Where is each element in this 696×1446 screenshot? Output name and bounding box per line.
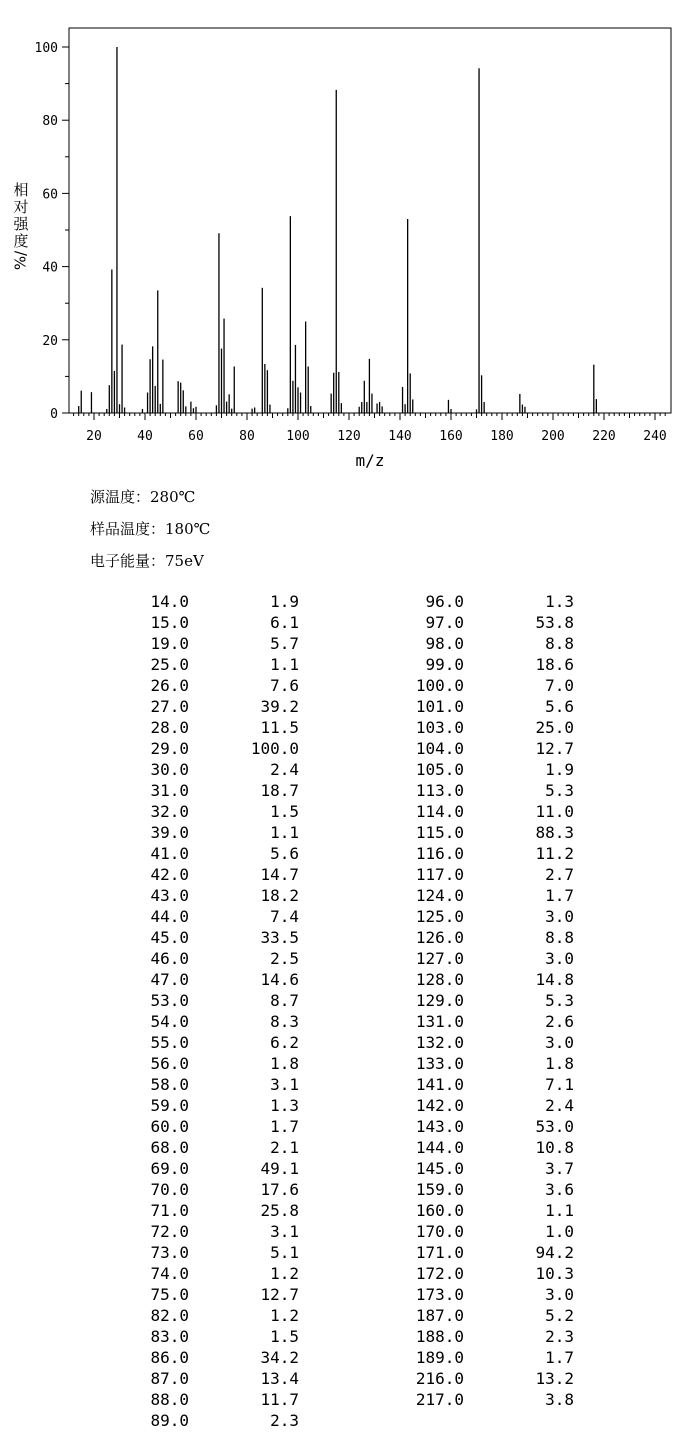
x-tick-label: 160 <box>439 429 463 444</box>
peak-mz: 27.0 <box>150 697 189 716</box>
peak-intensity: 8.8 <box>545 634 574 653</box>
peak-mz: 55.0 <box>150 1033 189 1052</box>
peak-mz: 144.0 <box>415 1138 464 1157</box>
sample-temperature: 样品温度：180℃ <box>90 520 211 538</box>
y-axis-label-char: 度 <box>13 232 29 250</box>
peak-mz: 41.0 <box>150 844 189 863</box>
peak-row <box>0 1158 696 1179</box>
peak-row <box>0 1221 696 1242</box>
peak-intensity: 3.6 <box>545 1180 574 1199</box>
peak-mz: 114.0 <box>415 802 464 821</box>
y-axis-label <box>10 182 32 269</box>
y-tick-label: 20 <box>42 333 58 349</box>
peak-mz: 83.0 <box>150 1327 189 1346</box>
peak-mz: 32.0 <box>150 802 189 821</box>
peak-intensity: 2.3 <box>545 1327 574 1346</box>
peak-row <box>0 1326 696 1347</box>
y-axis-unit: %/ <box>11 250 30 271</box>
peak-intensity: 1.9 <box>270 592 299 611</box>
peak-mz: 82.0 <box>150 1306 189 1325</box>
y-tick-label: 0 <box>50 407 58 422</box>
peak-intensity: 7.4 <box>270 907 299 926</box>
peak-intensity: 100.0 <box>250 739 299 758</box>
peak-mz: 56.0 <box>150 1054 189 1073</box>
peak-intensity: 3.1 <box>270 1075 299 1094</box>
peak-intensity: 14.6 <box>260 970 299 989</box>
electron-energy: 电子能量：75eV <box>90 552 204 570</box>
peak-row <box>0 759 696 780</box>
peak-mz: 14.0 <box>150 592 189 611</box>
y-tick-label: 80 <box>42 114 58 130</box>
peak-intensity: 3.8 <box>545 1390 574 1409</box>
peak-intensity: 88.3 <box>535 823 574 842</box>
peak-intensity: 1.7 <box>545 886 574 905</box>
peak-mz: 131.0 <box>415 1012 464 1031</box>
peak-intensity: 53.8 <box>535 613 574 632</box>
peak-mz: 189.0 <box>415 1348 464 1367</box>
peak-row <box>0 864 696 885</box>
peak-mz: 125.0 <box>415 907 464 926</box>
peak-mz: 127.0 <box>415 949 464 968</box>
peak-intensity: 1.9 <box>545 760 574 779</box>
peak-row <box>0 1032 696 1053</box>
peak-intensity: 1.3 <box>545 592 574 611</box>
peak-intensity: 6.2 <box>270 1033 299 1052</box>
peak-mz: 39.0 <box>150 823 189 842</box>
peak-mz: 128.0 <box>415 970 464 989</box>
peak-intensity: 2.3 <box>270 1411 299 1430</box>
peak-mz: 100.0 <box>415 676 464 695</box>
peak-intensity: 1.3 <box>270 1096 299 1115</box>
peak-row <box>0 1053 696 1074</box>
peak-mz: 96.0 <box>425 592 464 611</box>
peak-row <box>0 1137 696 1158</box>
peak-mz: 104.0 <box>415 739 464 758</box>
plot-frame <box>69 28 671 413</box>
peak-intensity: 7.6 <box>270 676 299 695</box>
peak-mz: 116.0 <box>415 844 464 863</box>
peak-row <box>0 738 696 759</box>
peak-mz: 115.0 <box>415 823 464 842</box>
peak-row <box>0 591 696 612</box>
peak-intensity: 11.5 <box>260 718 299 737</box>
peak-intensity: 1.2 <box>270 1264 299 1283</box>
x-axis-label: m/z <box>355 451 385 470</box>
peak-mz: 99.0 <box>425 655 464 674</box>
x-tick-label: 60 <box>188 429 204 444</box>
peak-row <box>0 1389 696 1410</box>
peak-intensity: 8.3 <box>270 1012 299 1031</box>
peak-intensity: 10.3 <box>535 1264 574 1283</box>
peak-intensity: 25.0 <box>535 718 574 737</box>
peak-intensity: 1.7 <box>270 1117 299 1136</box>
peak-mz: 105.0 <box>415 760 464 779</box>
peak-intensity: 18.7 <box>260 781 299 800</box>
peak-intensity: 33.5 <box>260 928 299 947</box>
peak-row <box>0 1263 696 1284</box>
peak-mz: 87.0 <box>150 1369 189 1388</box>
peak-intensity: 1.7 <box>545 1348 574 1367</box>
peak-mz: 19.0 <box>150 634 189 653</box>
x-tick-label: 80 <box>239 429 255 444</box>
y-axis-label-char: 强 <box>13 215 29 233</box>
peak-mz: 75.0 <box>150 1285 189 1304</box>
peak-mz: 42.0 <box>150 865 189 884</box>
y-axis-label-char: 相 <box>13 181 29 199</box>
peak-intensity: 2.4 <box>270 760 299 779</box>
peak-mz: 97.0 <box>425 613 464 632</box>
peak-intensity: 11.2 <box>535 844 574 863</box>
peak-mz: 103.0 <box>415 718 464 737</box>
peak-row <box>0 675 696 696</box>
peak-intensity: 3.1 <box>270 1222 299 1241</box>
peak-row <box>0 717 696 738</box>
peak-intensity: 1.1 <box>545 1201 574 1220</box>
peak-row <box>0 969 696 990</box>
peak-mz: 74.0 <box>150 1264 189 1283</box>
peak-mz: 188.0 <box>415 1327 464 1346</box>
peak-mz: 133.0 <box>415 1054 464 1073</box>
peak-intensity: 2.4 <box>545 1096 574 1115</box>
peak-intensity: 7.0 <box>545 676 574 695</box>
peak-row <box>0 801 696 822</box>
peak-row <box>0 612 696 633</box>
peak-mz: 113.0 <box>415 781 464 800</box>
peak-intensity: 3.0 <box>545 907 574 926</box>
peak-row <box>0 1011 696 1032</box>
source-temperature: 源温度：280℃ <box>90 488 196 506</box>
peak-mz: 141.0 <box>415 1075 464 1094</box>
peak-mz: 143.0 <box>415 1117 464 1136</box>
peak-intensity: 2.7 <box>545 865 574 884</box>
peak-intensity: 1.0 <box>545 1222 574 1241</box>
peak-mz: 172.0 <box>415 1264 464 1283</box>
peak-row <box>0 1368 696 1389</box>
peak-row <box>0 927 696 948</box>
peak-mz: 89.0 <box>150 1411 189 1430</box>
peak-mz: 54.0 <box>150 1012 189 1031</box>
peak-mz: 86.0 <box>150 1348 189 1367</box>
peak-intensity: 49.1 <box>260 1159 299 1178</box>
peak-mz: 72.0 <box>150 1222 189 1241</box>
peak-row <box>0 843 696 864</box>
peak-intensity: 3.7 <box>545 1159 574 1178</box>
peak-row <box>0 1410 696 1431</box>
peak-intensity: 13.4 <box>260 1369 299 1388</box>
peak-mz: 69.0 <box>150 1159 189 1178</box>
peak-mz: 217.0 <box>415 1390 464 1409</box>
x-tick-label: 120 <box>337 429 361 444</box>
peak-mz: 45.0 <box>150 928 189 947</box>
peak-intensity: 1.5 <box>270 1327 299 1346</box>
peak-mz: 170.0 <box>415 1222 464 1241</box>
peak-row <box>0 780 696 801</box>
peak-intensity: 3.0 <box>545 949 574 968</box>
x-tick-label: 40 <box>137 429 153 444</box>
peak-row <box>0 1200 696 1221</box>
peak-mz: 26.0 <box>150 676 189 695</box>
peak-intensity: 53.0 <box>535 1117 574 1136</box>
peak-intensity: 5.7 <box>270 634 299 653</box>
peak-row <box>0 1347 696 1368</box>
peak-intensity: 1.8 <box>545 1054 574 1073</box>
peak-intensity: 1.2 <box>270 1306 299 1325</box>
peak-mz: 216.0 <box>415 1369 464 1388</box>
peak-row <box>0 1074 696 1095</box>
peak-intensity: 11.0 <box>535 802 574 821</box>
peak-intensity: 5.3 <box>545 991 574 1010</box>
peak-row <box>0 1242 696 1263</box>
peak-intensity: 2.5 <box>270 949 299 968</box>
peak-intensity: 14.7 <box>260 865 299 884</box>
peak-row <box>0 990 696 1011</box>
peak-mz: 31.0 <box>150 781 189 800</box>
peak-intensity: 18.2 <box>260 886 299 905</box>
peak-mz: 129.0 <box>415 991 464 1010</box>
mass-spectrum-chart <box>0 0 696 480</box>
peak-row <box>0 1305 696 1326</box>
peak-mz: 44.0 <box>150 907 189 926</box>
peak-mz: 15.0 <box>150 613 189 632</box>
peak-intensity: 5.3 <box>545 781 574 800</box>
peak-intensity: 39.2 <box>260 697 299 716</box>
peak-row <box>0 1179 696 1200</box>
peak-mz: 70.0 <box>150 1180 189 1199</box>
peak-mz: 28.0 <box>150 718 189 737</box>
peak-intensity: 8.7 <box>270 991 299 1010</box>
peak-intensity: 5.1 <box>270 1243 299 1262</box>
peak-mz: 171.0 <box>415 1243 464 1262</box>
peak-mz: 71.0 <box>150 1201 189 1220</box>
peak-mz: 59.0 <box>150 1096 189 1115</box>
peak-mz: 117.0 <box>415 865 464 884</box>
peak-intensity: 11.7 <box>260 1390 299 1409</box>
peak-intensity: 2.6 <box>545 1012 574 1031</box>
peak-intensity: 25.8 <box>260 1201 299 1220</box>
peak-intensity: 12.7 <box>535 739 574 758</box>
peak-mz: 58.0 <box>150 1075 189 1094</box>
peak-mz: 60.0 <box>150 1117 189 1136</box>
peak-row <box>0 633 696 654</box>
peak-mz: 142.0 <box>415 1096 464 1115</box>
peak-mz: 187.0 <box>415 1306 464 1325</box>
peak-mz: 98.0 <box>425 634 464 653</box>
peak-row <box>0 1095 696 1116</box>
peak-intensity: 34.2 <box>260 1348 299 1367</box>
peak-intensity: 18.6 <box>535 655 574 674</box>
x-tick-label: 220 <box>592 429 616 444</box>
peak-row <box>0 822 696 843</box>
y-axis-label-char: 对 <box>13 198 29 216</box>
y-tick-label: 60 <box>42 187 58 203</box>
x-tick-label: 100 <box>286 429 310 444</box>
peak-intensity: 3.0 <box>545 1285 574 1304</box>
x-tick-label: 200 <box>541 429 565 444</box>
peak-intensity: 1.1 <box>270 823 299 842</box>
peak-mz: 46.0 <box>150 949 189 968</box>
peak-mz: 53.0 <box>150 991 189 1010</box>
peak-mz: 43.0 <box>150 886 189 905</box>
peak-intensity: 1.5 <box>270 802 299 821</box>
peak-mz: 73.0 <box>150 1243 189 1262</box>
peak-mz: 159.0 <box>415 1180 464 1199</box>
peak-row <box>0 1116 696 1137</box>
peak-intensity: 5.6 <box>545 697 574 716</box>
peak-row <box>0 948 696 969</box>
peak-mz: 29.0 <box>150 739 189 758</box>
peak-mz: 173.0 <box>415 1285 464 1304</box>
peak-row <box>0 1284 696 1305</box>
y-tick-label: 100 <box>34 41 58 56</box>
x-tick-label: 240 <box>643 429 667 444</box>
peak-intensity: 7.1 <box>545 1075 574 1094</box>
x-tick-label: 180 <box>490 429 514 444</box>
peak-intensity: 13.2 <box>535 1369 574 1388</box>
peak-row <box>0 906 696 927</box>
peak-intensity: 3.0 <box>545 1033 574 1052</box>
peak-mz: 126.0 <box>415 928 464 947</box>
peak-intensity: 10.8 <box>535 1138 574 1157</box>
peak-intensity: 5.6 <box>270 844 299 863</box>
peak-intensity: 5.2 <box>545 1306 574 1325</box>
peak-mz: 88.0 <box>150 1390 189 1409</box>
peak-table <box>0 591 696 1431</box>
peak-row <box>0 654 696 675</box>
peak-mz: 145.0 <box>415 1159 464 1178</box>
peak-mz: 132.0 <box>415 1033 464 1052</box>
peak-intensity: 14.8 <box>535 970 574 989</box>
peak-row <box>0 885 696 906</box>
peak-intensity: 12.7 <box>260 1285 299 1304</box>
peak-intensity: 8.8 <box>545 928 574 947</box>
peak-mz: 47.0 <box>150 970 189 989</box>
peak-row <box>0 696 696 717</box>
peak-mz: 101.0 <box>415 697 464 716</box>
peak-mz: 30.0 <box>150 760 189 779</box>
peak-intensity: 94.2 <box>535 1243 574 1262</box>
peak-intensity: 17.6 <box>260 1180 299 1199</box>
peak-mz: 160.0 <box>415 1201 464 1220</box>
peak-intensity: 1.8 <box>270 1054 299 1073</box>
x-tick-label: 20 <box>86 429 102 444</box>
peak-intensity: 6.1 <box>270 613 299 632</box>
x-tick-label: 140 <box>388 429 412 444</box>
peak-mz: 124.0 <box>415 886 464 905</box>
peak-mz: 25.0 <box>150 655 189 674</box>
y-tick-label: 40 <box>42 260 58 276</box>
peak-mz: 68.0 <box>150 1138 189 1157</box>
peak-intensity: 2.1 <box>270 1138 299 1157</box>
peak-intensity: 1.1 <box>270 655 299 674</box>
